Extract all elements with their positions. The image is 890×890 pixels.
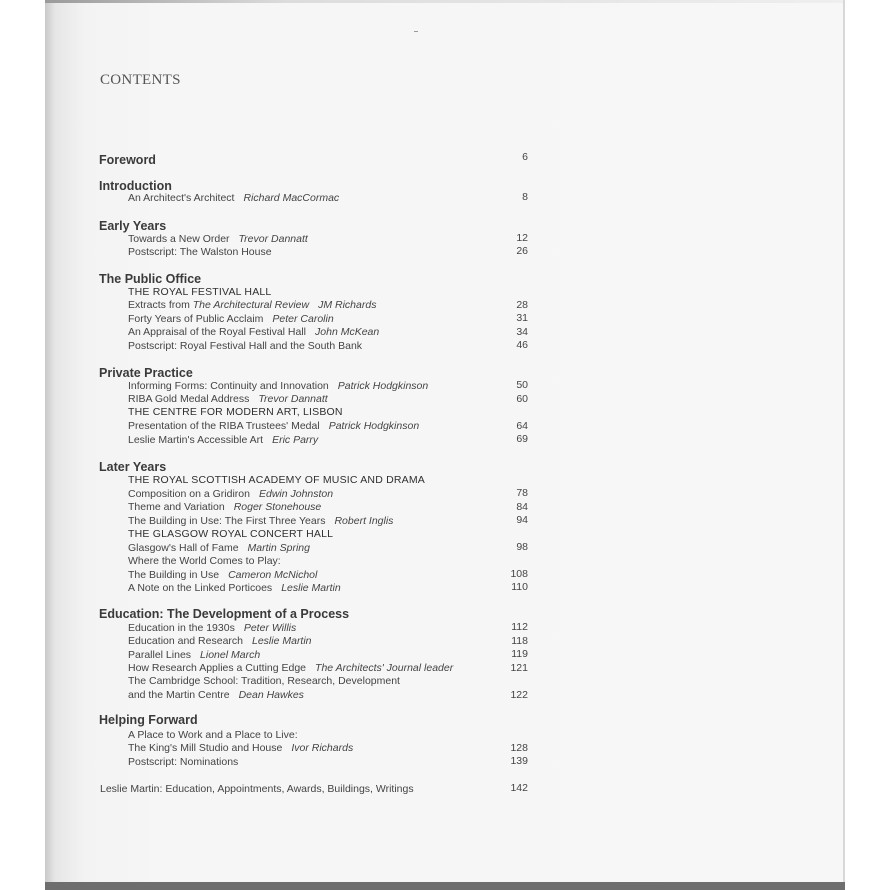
- section-title-introduction: Introduction: [99, 179, 172, 193]
- toc-entry: [128, 313, 334, 325]
- entry-title: Theme and Variation: [128, 501, 225, 513]
- toc-entry: [128, 662, 453, 674]
- page-number: 139: [510, 755, 528, 767]
- entry-author: John McKean: [315, 326, 380, 338]
- subsection-heading: THE ROYAL SCOTTISH ACADEMY OF MUSIC AND DRAMA: [128, 474, 426, 486]
- page-number: 94: [516, 514, 528, 526]
- entry-title: Leslie Martin's Accessible Art: [128, 434, 264, 446]
- entry-author: Dean Hawkes: [238, 689, 304, 701]
- page-number: 128: [510, 742, 528, 754]
- entry-title: A Note on the Linked Porticoes: [128, 582, 273, 594]
- print-speck: [414, 31, 418, 32]
- toc-entry: [128, 501, 321, 513]
- contents-title: CONTENTS: [100, 72, 181, 88]
- toc-entry: [128, 380, 428, 392]
- toc-entry: [128, 622, 296, 634]
- page-bottom-edge: [45, 882, 845, 890]
- entry-author: Ivor Richards: [291, 742, 354, 754]
- entry-title: Parallel Lines: [128, 649, 192, 661]
- page-number: 8: [522, 191, 528, 203]
- section-title-private-practice: Private Practice: [99, 366, 193, 380]
- entry-author: The Architects' Journal leader: [315, 662, 454, 674]
- toc-entry: [128, 233, 308, 245]
- toc-entry: [128, 675, 400, 687]
- subsection-heading: THE GLASGOW ROYAL CONCERT HALL: [128, 528, 334, 540]
- entry-author: Peter Willis: [243, 622, 297, 634]
- subsection-heading: THE CENTRE FOR MODERN ART, LISBON: [128, 406, 343, 418]
- entry-title: Towards a New Order: [128, 233, 230, 245]
- toc-entry-appendix: Leslie Martin: Education, Appointments, Awards, Buildings, Writings: [100, 783, 414, 795]
- entry-author: Cameron McNichol: [228, 569, 318, 581]
- toc-entry: [128, 689, 304, 701]
- entry-title: The Cambridge School: Tradition, Research, Development: [128, 675, 400, 687]
- toc-entry: [128, 569, 317, 581]
- entry-title: Glasgow's Hall of Fame: [128, 542, 239, 554]
- entry-title: Postscript: Royal Festival Hall and the South Bank: [128, 340, 363, 352]
- entry-title: Presentation of the RIBA Trustees' Medal: [128, 420, 320, 432]
- entry-author: Leslie Martin: [281, 582, 341, 594]
- entry-title: and the Martin Centre: [128, 689, 230, 701]
- entry-author: Trevor Dannatt: [258, 393, 328, 405]
- page-number: 60: [516, 393, 528, 405]
- page-number: 50: [516, 379, 528, 391]
- entry-title: RIBA Gold Medal Address: [128, 393, 250, 405]
- page-number: 122: [510, 689, 528, 701]
- entry-author: Peter Carolin: [272, 313, 334, 325]
- entry-title: Forty Years of Public Acclaim: [128, 313, 264, 325]
- toc-entry: [128, 756, 238, 768]
- page-number: 69: [516, 433, 528, 445]
- entry-title: The King's Mill Studio and House: [128, 742, 283, 754]
- page-number: 64: [516, 420, 528, 432]
- entry-author: Eric Parry: [272, 434, 319, 446]
- page-number: 98: [516, 541, 528, 553]
- entry-author: Patrick Hodgkinson: [328, 420, 420, 432]
- page-number: 6: [522, 151, 528, 163]
- page-top-edge: [45, 0, 845, 3]
- page-number: 31: [516, 312, 528, 324]
- toc-entry: [128, 393, 328, 405]
- page-number: 26: [516, 245, 528, 257]
- toc-entry: [128, 299, 376, 311]
- entry-title: Education and Research: [128, 635, 243, 647]
- page-number: 34: [516, 326, 528, 338]
- page-number: 142: [510, 782, 528, 794]
- toc-entry: [128, 340, 362, 352]
- toc-entry: [128, 729, 298, 741]
- entry-title-italic: The Architectural Review: [192, 299, 310, 311]
- entry-author: Martin Spring: [247, 542, 310, 554]
- entry-title: The Building in Use: [128, 569, 220, 581]
- toc-entry: [128, 649, 260, 661]
- page-number: 28: [516, 299, 528, 311]
- page-number: 121: [510, 662, 528, 674]
- toc-entry: [128, 635, 312, 647]
- entry-title: An Appraisal of the Royal Festival Hall: [128, 326, 307, 338]
- section-title-public-office: The Public Office: [99, 272, 202, 286]
- entry-author: Robert Inglis: [334, 515, 394, 527]
- entry-author: Richard MacCormac: [243, 192, 340, 204]
- page-number: 46: [516, 339, 528, 351]
- entry-title: Postscript: Nominations: [128, 756, 239, 768]
- section-title-education: Education: The Development of a Process: [99, 607, 350, 621]
- entry-author: Edwin Johnston: [258, 488, 334, 500]
- toc-entry: [128, 542, 310, 554]
- entry-title-prefix: Extracts from: [128, 299, 193, 311]
- page-number: 84: [516, 501, 528, 513]
- page-right-edge: [843, 0, 845, 890]
- entry-author: JM Richards: [318, 299, 377, 311]
- page-number: 108: [510, 568, 528, 580]
- toc-entry: [128, 488, 333, 500]
- page-number: 112: [511, 621, 528, 633]
- toc-entry: [128, 742, 353, 754]
- subsection-heading: THE ROYAL FESTIVAL HALL: [128, 286, 272, 298]
- entry-title: Informing Forms: Continuity and Innovation: [128, 380, 329, 392]
- page-number: 110: [511, 581, 528, 593]
- entry-title: The Building in Use: The First Three Years: [128, 515, 326, 527]
- toc-entry: [128, 582, 341, 594]
- entry-title: A Place to Work and a Place to Live:: [128, 729, 298, 741]
- entry-author: Trevor Dannatt: [238, 233, 308, 245]
- toc-entry: [128, 434, 318, 446]
- toc-entry: [128, 326, 379, 338]
- toc-entry: [128, 192, 339, 204]
- toc-entry: [128, 420, 419, 432]
- entry-author: Lionel March: [200, 649, 261, 661]
- page-number: 12: [516, 232, 528, 244]
- entry-author: Patrick Hodgkinson: [337, 380, 429, 392]
- toc-entry: [128, 246, 272, 258]
- section-title-later-years: Later Years: [99, 460, 167, 474]
- page-number: 78: [516, 487, 528, 499]
- section-title-foreword: Foreword: [99, 153, 156, 167]
- toc-entry: [128, 555, 281, 567]
- entry-title: An Architect's Architect: [128, 192, 235, 204]
- section-title-helping-forward: Helping Forward: [99, 713, 198, 727]
- entry-title: Education in the 1930s: [128, 622, 235, 634]
- entry-title: How Research Applies a Cutting Edge: [128, 662, 307, 674]
- page-number: 119: [511, 648, 528, 660]
- entry-author: Roger Stonehouse: [233, 501, 322, 513]
- toc-entry: [128, 515, 393, 527]
- entry-title: Composition on a Gridiron: [128, 488, 250, 500]
- entry-author: Leslie Martin: [252, 635, 312, 647]
- section-title-early-years: Early Years: [99, 219, 167, 233]
- entry-title: Postscript: The Walston House: [128, 246, 272, 258]
- page-number: 118: [511, 635, 528, 647]
- entry-title: Where the World Comes to Play:: [128, 555, 281, 567]
